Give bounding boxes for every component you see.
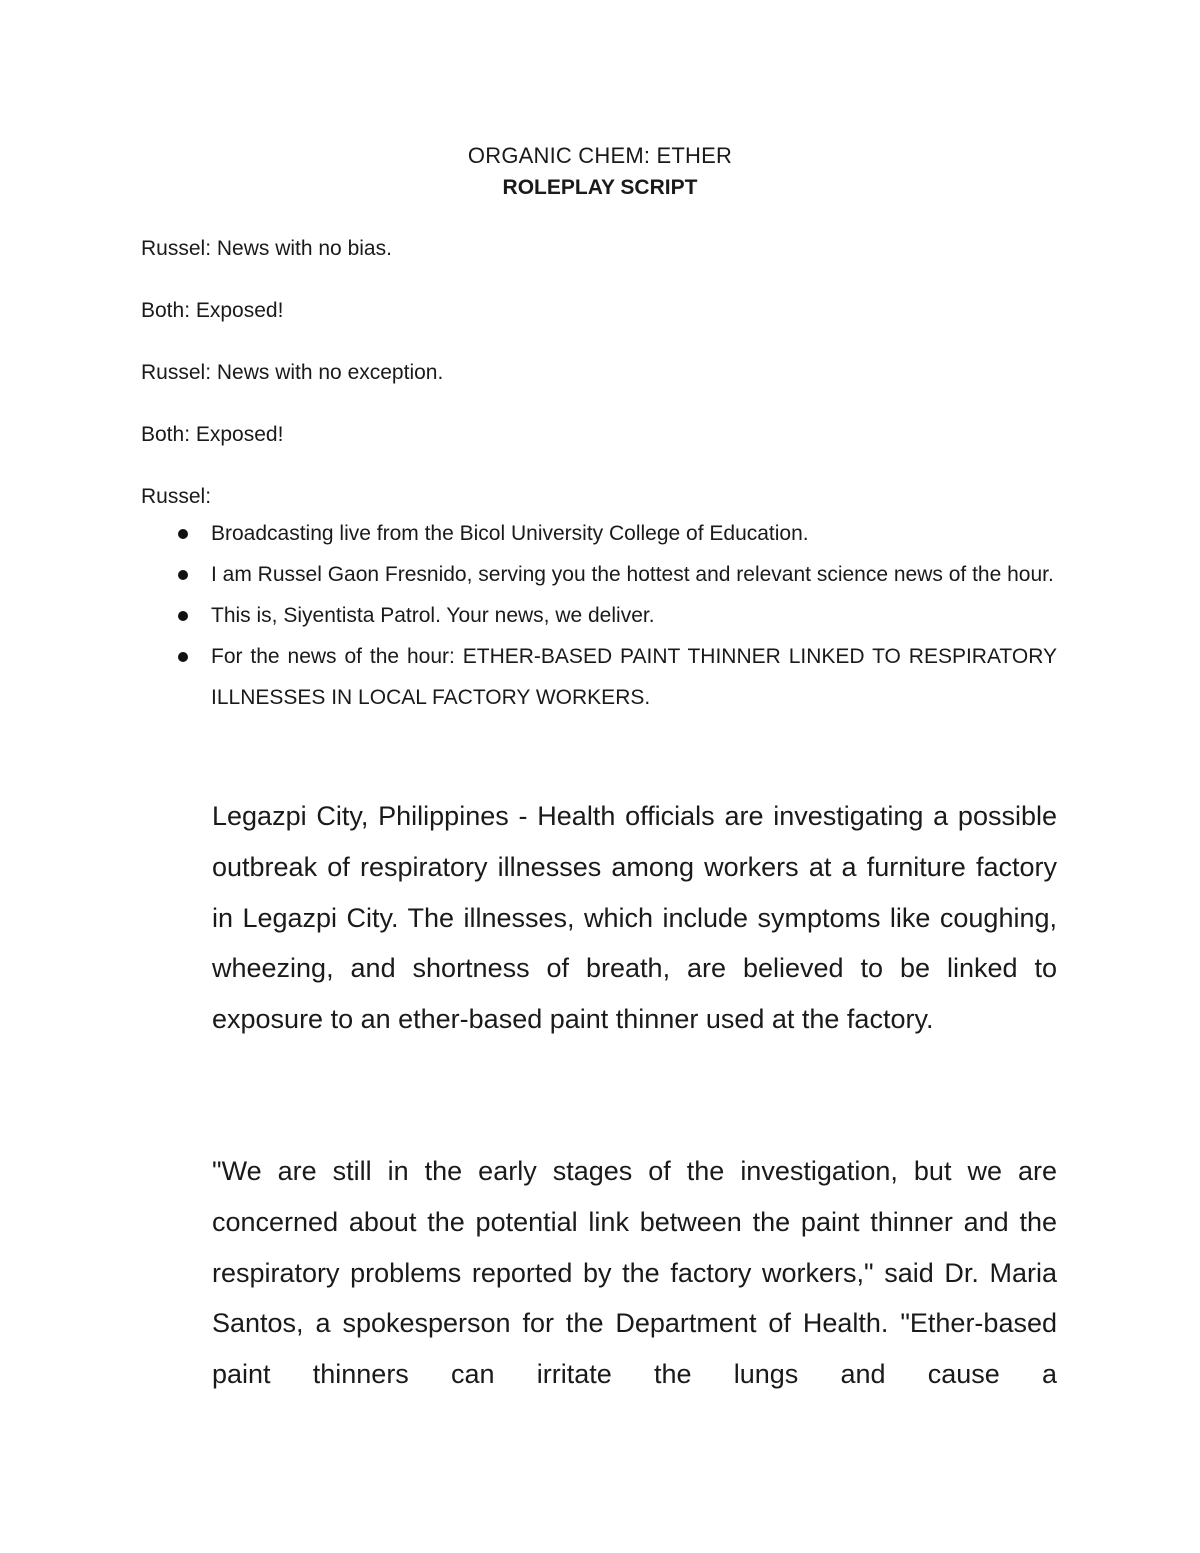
- list-item-text: Broadcasting live from the Bicol University College of Education.: [211, 522, 809, 545]
- bullet-icon: [178, 570, 188, 580]
- bullet-icon: [178, 529, 188, 539]
- script-line: Both: Exposed!: [141, 423, 284, 446]
- news-paragraph: "We are still in the early stages of the investigation, but we are concerned about the potential link between the paint thinner and the respiratory problems reported by the factory workers," said Dr. Maria Santos, a spokesperson for the Department of Health. "Ether-based paint thinners can irritate the lungs and cause a: [212, 1156, 1057, 1390]
- script-line: Russel: News with no bias.: [141, 237, 392, 260]
- list-item-text: For the news of the hour: ETHER-BASED PAINT THINNER LINKED TO RESPIRATORY ILLNESSES IN LOCAL FACTORY WORKERS.: [211, 645, 1057, 709]
- document-subtitle: ROLEPLAY SCRIPT: [502, 176, 698, 199]
- script-line: Both: Exposed!: [141, 299, 284, 322]
- list-item-text: I am Russel Gaon Fresnido, serving you the hottest and relevant science news of the hour.: [211, 563, 1054, 586]
- list-item: [141, 636, 1057, 718]
- script-line: Russel:: [141, 485, 212, 508]
- news-paragraph: Legazpi City, Philippines - Health officials are investigating a possible outbreak of respiratory illnesses among workers at a furniture factory in Legazpi City. The illnesses, which include symptoms like coughing, wheezing, and shortness of breath, are believed to be linked to exposure to an ether-based paint thinner used at the factory.: [212, 801, 1057, 1035]
- document-title: ORGANIC CHEM: ETHER: [467, 143, 733, 168]
- script-line: Russel: News with no exception.: [141, 361, 444, 384]
- bullet-list: [141, 513, 1057, 718]
- list-item: [141, 554, 1057, 595]
- list-item: [141, 513, 1057, 554]
- bullet-icon: [178, 652, 188, 662]
- list-item-text: This is, Siyentista Patrol. Your news, we deliver.: [211, 604, 655, 627]
- bullet-icon: [178, 611, 188, 621]
- list-item: [141, 595, 1057, 636]
